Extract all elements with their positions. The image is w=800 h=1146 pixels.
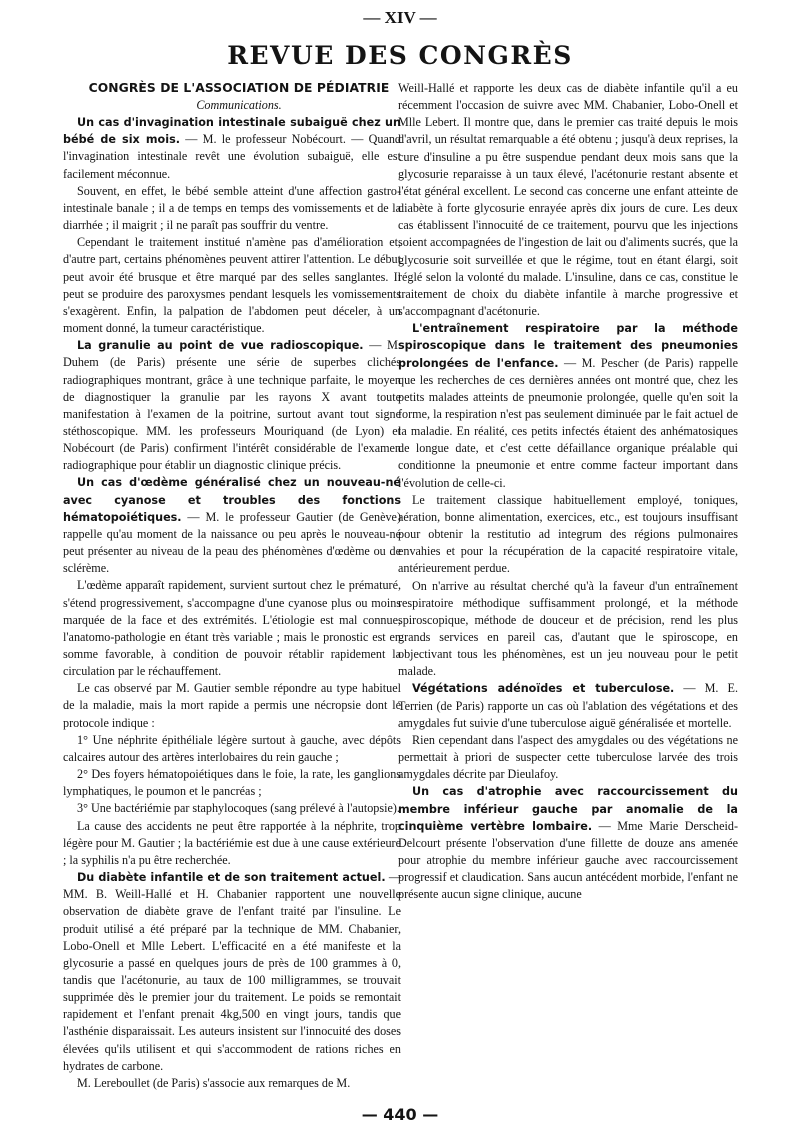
paragraph-heading: Un cas d'œdème généralisé chez un nouveau-né avec cyanose et troubles des fonctions hématopoiétiques. xyxy=(63,476,401,524)
paragraph xyxy=(398,578,738,681)
paragraph-text: Le cas observé par M. Gautier semble répondre au type habituel de la maladie, mais la mort rapide a permis une nécropsie dont le protocole indique : xyxy=(63,681,401,730)
paragraph xyxy=(63,234,401,337)
paragraph-text: La cause des accidents ne peut être rapportée à la néphrite, trop légère pour M. Gautier ; la bactériémie est due à une cause extérieure ; la syphilis n'a pu être recherchée. xyxy=(63,818,401,867)
paragraph xyxy=(63,680,401,731)
page-number: — 440 — xyxy=(361,1105,439,1124)
paragraph-text: 2° Des foyers hématopoiétiques dans le foie, la rate, les ganglions lymphatiques, le poumon et le pancréas ; xyxy=(63,767,401,799)
paragraph-text: On n'arrive au résultat cherché qu'à la faveur d'un entraînement respiratoire méthodique suffisamment prolongé, et la méthode spiroscopique, méthode de douceur et de précision, rend les plus grands services en pareil cas, d'autant que le spiroscope, en objectivant tous les phénomènes, est un jeu nouveau pour le petit malade. xyxy=(398,578,738,679)
paragraph-text: 1° Une néphrite épithéliale légère surtout à gauche, avec dépôts calcaires autour des artères interlobaires du rein gauche ; xyxy=(63,732,401,764)
section-subtitle: Communications. xyxy=(196,98,282,112)
left-column xyxy=(63,80,401,1100)
paragraph-text: — M. Pescher (de Paris) rappelle que les recherches de ces dernières années ont montré que, chez les petits malades atteints de pneumonie prolongée, quelle qu'en soit la forme, la respiration n'est pas seulement diminuée par le fait actuel de la maladie. En réalité, ces petits infectés étaient des anhématosiques de longue date, et c'est cette défaillance organique préalable qui conditionne la pneumonie et entre comme facteur important dans l'évolution de celle-ci. xyxy=(398,355,738,490)
paragraph xyxy=(63,337,401,474)
paragraph-text: Le traitement classique habituellement employé, toniques, aération, bonne alimentation, exercices, etc., est toujours insuffisant pour obtenir la restitutio ad integrum des régions pulmonaires envahies et pour la récupération de la capacité respiratoire vitale, antérieurement perdue. xyxy=(398,492,738,576)
paragraph-text: L'œdème apparaît rapidement, survient surtout chez le prématuré, s'étend progressivement, s'accompagne d'une cyanose plus ou moins marquée de la face et des extrémités. L'étiologie est mal connue, l'anatomo-pathologie en étant très variable ; mais le pronostic est en somme favorable, à condition de pouvoir rétablir rapidement la circulation par le réchauffement. xyxy=(63,578,401,679)
paragraph-heading: Un cas d'invagination intestinale subaiguë chez un bébé de six mois. xyxy=(63,116,401,147)
right-column xyxy=(398,80,738,1100)
paragraph xyxy=(63,474,401,577)
paragraph xyxy=(63,869,401,1075)
paragraph-heading: La granulie au point de vue radioscopique. xyxy=(77,339,364,353)
paragraph-heading: Du diabète infantile et de son traitement actuel. xyxy=(77,871,386,885)
paragraph xyxy=(63,114,401,183)
paragraph-text: Rien cependant dans l'aspect des amygdales ou des végétations ne permettait à priori de suspecter cette tuberculose larvée des trois amygdales décrite par Dieulafoy. xyxy=(398,732,738,782)
paragraph xyxy=(63,1075,401,1092)
section-title: CONGRÈS DE L'ASSOCIATION DE PÉDIATRIE xyxy=(88,81,390,95)
paragraph xyxy=(63,766,401,800)
paragraph xyxy=(63,732,401,766)
paragraph-text: — M. le professeur Gautier (de Genève) rappelle qu'au moment de la naissance ou peu après le nouveau-né peut présenter au niveau de la peau des phénomènes d'œdème ou de sclérème. xyxy=(63,509,401,576)
paragraph xyxy=(63,800,401,817)
paragraph xyxy=(63,577,401,680)
paragraph-text: — MM. B. Weill-Hallé et H. Chabanier rapportent une nouvelle observation de diabète grave de l'enfant traité par l'insuline. Le produit utilisé a été préparé par la technique de MM. Chabanier, Lobo-Onell et Mlle Lebert. L'efficacité en a été manifeste et la glycosurie a passé en quelques jours de près de 100 grammes à 0, tandis que l'acétonurie, au taux de 100 milligrammes, se trouvait supprimée dès le premier jour du traitement. Le poids se remontait rapidement et l'enfant prenait 4kg,500 en vingt jours, tandis que l'asthénie disparaissait. Les auteurs insistent sur l'innocuité des doses élevées qu'ils utilisent et qui s'accommodent de rations riches en hydrates de carbone. xyxy=(63,870,401,1073)
paragraph xyxy=(398,320,738,492)
paragraph-heading: L'entraînement respiratoire par la méthode spiroscopique dans le traitement des pneumonies prolongées de l'enfance. xyxy=(398,322,738,370)
article-flow-continued xyxy=(398,80,738,904)
paragraph-text: — M. E. Terrien (de Paris) rapporte un cas où l'ablation des végétations et des amygdales fut suivie d'une tuberculose aiguë généralisée et mortelle. xyxy=(398,681,738,730)
paragraph-heading: Un cas d'atrophie avec raccourcissement du membre inférieur gauche par anomalie de la cinquième vertèbre lombaire. xyxy=(398,785,738,833)
paragraph xyxy=(398,80,738,320)
paragraph-text: Souvent, en effet, le bébé semble atteint d'une affection gastro-intestinale banale ; il a de temps en temps des vomissements et de la diarrhée ; il maigrit ; il ne paraît pas souffrir du ventre. xyxy=(63,183,401,233)
paragraph xyxy=(63,183,401,234)
paragraph-text: Weill-Hallé et rapporte les deux cas de diabète infantile qu'il a eu récemment l'occasion de suivre avec MM. Chabanier, Lobo-Onell et Mlle Lebert. Il montre que, dans le premier cas traité depuis le mois d'avril, un résultat remarquable a été obtenu ; jusqu'à deux reprises, la cure d'insuline a pu être suspendue pendant deux mois sans que la glycosurie reparaisse à un taux élevé, l'acétonurie restant absente et l'état général excellent. Le second cas concerne une enfant atteinte de diabète à forte glycosurie enrayée après dix jours de cure. Les deux cas établissent l'innocuité de ce traitement, pourvu que les injections soient accompagnées de l'ingestion de lait ou d'aliments sucrés, que la glycosurie soit surveillée et que le régime, tout en étant élargi, soit réglé selon la volonté du malade. L'insuline, dans ce cas, constitue le traitement de choix du diabète infantile à marche progressive et s'accompagnant d'acétonurie. xyxy=(398,81,738,319)
paragraph-text: — M. Duhem (de Paris) présente une série de superbes clichés radiographiques montrant, grâce à une technique parfaite, le moyen de diagnostiquer la granulie par les rayons X avant toute manifestation à l'examen de la poitrine, surtout avant tout signe stéthoscopique. MM. les professeurs Mouriquand (de Lyon) et Nobécourt (de Paris) confirment l'intérêt considérable de l'examen radiographique pour établir un diagnostic clinique précis. xyxy=(63,338,401,473)
paragraph-text: M. Lereboullet (de Paris) s'associe aux remarques de M. xyxy=(77,1075,351,1090)
paragraph-heading: Végétations adénoïdes et tuberculose. xyxy=(412,682,675,696)
page-masthead: REVUE DES CONGRÈS xyxy=(227,41,573,70)
paragraph-text: — M. le professeur Nobécourt. — Quand l'invagination intestinale revêt une évolution subaiguë, elle est facilement méconnue. xyxy=(63,132,401,181)
paragraph-text: — Mme Marie Derscheid-Delcourt présente l'observation d'une fillette de douze ans amenée pour atrophie du membre inférieur gauche avec raccourcissement progressif et claudication. Sans aucun antécédent morbide, l'enfant ne présente aucun signe clinique, aucune xyxy=(398,818,738,902)
article-flow xyxy=(63,114,401,1092)
paragraph xyxy=(398,492,738,578)
paragraph xyxy=(398,783,738,903)
paragraph xyxy=(398,732,738,783)
paragraph-text: 3° Une bactériémie par staphylocoques (sang prélevé à l'autopsie). xyxy=(77,801,400,816)
paragraph xyxy=(398,680,738,731)
section-number: — XIV — xyxy=(363,8,437,27)
paragraph-text: Cependant le traitement institué n'amène pas d'amélioration et, d'autre part, certains phénomènes peuvent attirer l'attention. Le début peut avoir été brusque et être marqué par des selles sanglantes. Il peut se produire des paroxysmes pendant lesquels les vomissements s'exagèrent. Enfin, la palpation de l'abdomen peut déceler, à un moment donné, la tumeur caractéristique. xyxy=(63,235,401,336)
paragraph xyxy=(63,818,401,869)
